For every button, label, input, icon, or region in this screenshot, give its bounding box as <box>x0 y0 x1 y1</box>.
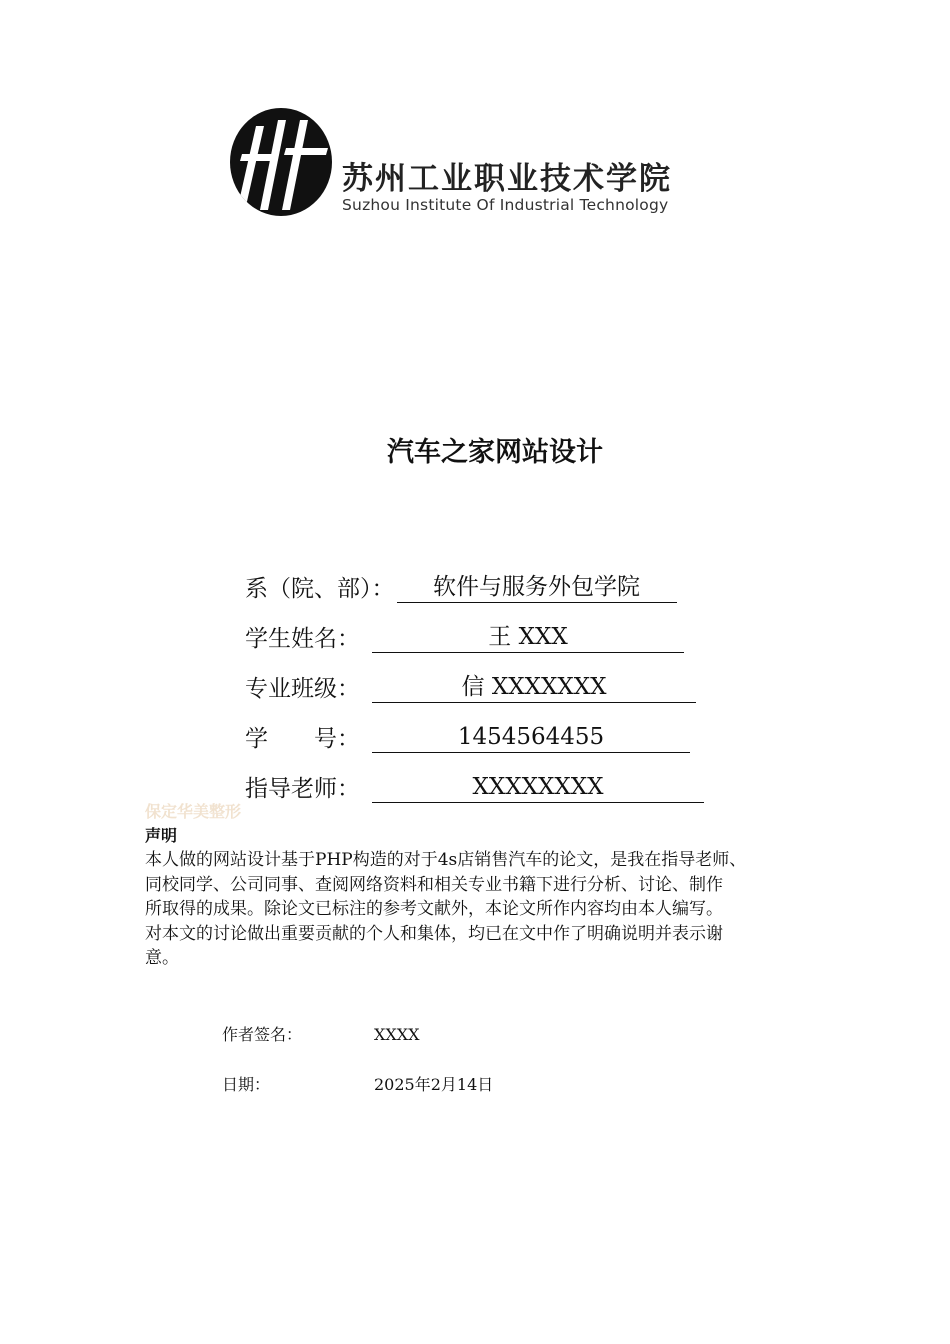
info-row-class <box>245 653 725 703</box>
info-label: 学生姓名： <box>245 626 360 652</box>
date-value: 2025年2月14日 <box>374 1075 494 1094</box>
student-info <box>245 553 725 803</box>
declaration-body <box>145 848 825 971</box>
info-row-student-name <box>245 603 725 653</box>
declaration-heading: 声明 <box>145 826 178 845</box>
info-row-department <box>245 553 725 603</box>
info-row-student-id <box>245 703 725 753</box>
info-label: 指导老师： <box>245 776 360 802</box>
info-value: XXXXXXXX <box>372 773 704 803</box>
info-value: 信 XXXXXXX <box>372 673 696 703</box>
date-label: 日期： <box>222 1075 271 1094</box>
document-title: 汽车之家网站设计 <box>387 437 603 468</box>
institute-name-en: Suzhou Institute Of Industrial Technology <box>342 196 669 214</box>
info-row-advisor <box>245 753 725 803</box>
signature-value: XXXX <box>374 1025 420 1044</box>
info-label: 系（院、部）： <box>245 576 395 602</box>
signature-row <box>222 1022 420 1045</box>
info-label: 学 号： <box>245 726 360 752</box>
info-label: 专业班级： <box>245 676 360 702</box>
date-row <box>222 1072 493 1095</box>
watermark-text: 保定华美整形 <box>145 802 242 821</box>
declaration-line: 同校同学、公司同事、查阅网络资料和相关专业书籍下进行分析、讨论、制作 <box>145 874 723 895</box>
declaration-line: 本人做的网站设计基于PHP构造的对于4s店销售汽车的论文，是我在指导老师、 <box>145 850 747 870</box>
institute-name-cn: 苏州工业职业技术学院 <box>342 161 672 197</box>
declaration-line: 对本文的讨论做出重要贡献的个人和集体，均已在文中作了明确说明并表示谢 <box>145 923 723 944</box>
institute-emblem-icon <box>228 106 334 218</box>
info-value: 1454564455 <box>372 723 690 753</box>
declaration-line: 所取得的成果。除论文已标注的参考文献外，本论文所作内容均由本人编写。 <box>145 899 723 919</box>
info-value: 王 XXX <box>372 623 684 653</box>
signature-label: 作者签名： <box>222 1025 303 1044</box>
info-value: 软件与服务外包学院 <box>397 573 677 603</box>
declaration-line: 意。 <box>145 948 179 968</box>
